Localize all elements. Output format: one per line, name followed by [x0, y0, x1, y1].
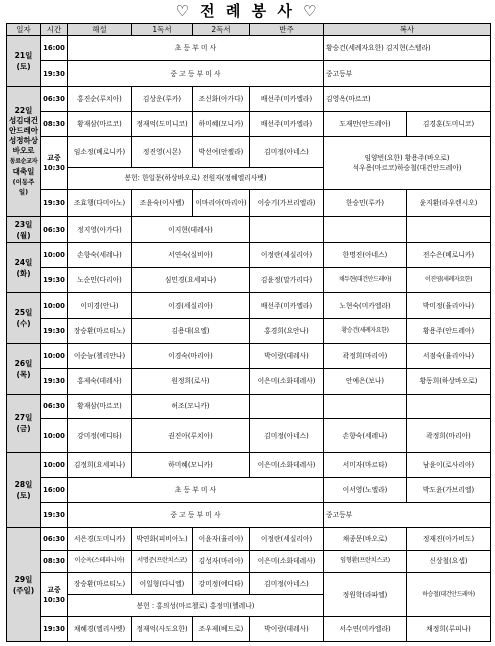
server-cell: 곽정희(마리아): [407, 418, 491, 452]
time-cell: 19:30: [41, 61, 68, 86]
accompaniment-cell: 이은미(소화데레사): [250, 453, 324, 477]
time-cell: 19:30: [41, 502, 68, 527]
server-cell: 박미정(율리아나): [407, 293, 491, 318]
day-cell: 25일 (수): [7, 293, 41, 344]
day-cell: 22일 성김대건 안드레아 성정하상 바오로 동료순교자 대축일 (이동주일): [7, 86, 41, 217]
reading2-cell: 강미정(에디타): [193, 572, 250, 594]
server-cell: 박도윤(가브리엘): [407, 477, 491, 502]
day-cell: 26일 (목): [7, 343, 41, 394]
commentary-cell: 이순늠(첼리안나): [68, 343, 132, 368]
table-row: [7, 528, 491, 550]
reading2-cell: 김성자(마리아): [193, 550, 250, 572]
table-row: [7, 617, 491, 642]
reading2-cell: 박선여(안젤라): [193, 137, 250, 167]
reading-cell: 심민경(요세피나): [132, 268, 250, 293]
reading-cell: 이경숙(마리아): [132, 343, 250, 368]
server-cell: 하승철(대건안드레아): [407, 572, 491, 617]
accompaniment-cell: 김미정(아네스): [250, 572, 324, 594]
table-row: [7, 502, 491, 527]
mass-label: 중 고 등 부 미 사: [68, 502, 324, 527]
server-cell: 손향숙(세레나): [324, 418, 407, 452]
time-cell: 19:30: [41, 369, 68, 394]
header-reading2: 2독서: [193, 24, 250, 36]
time-cell: 10:00: [41, 453, 68, 477]
server-cell: 중고등부: [324, 61, 491, 86]
table-row: [7, 572, 491, 594]
commentary-cell: 홍제숙(데레사): [68, 369, 132, 394]
server-cell: 채정희(루피나): [407, 617, 491, 642]
server-cell: 안예은(보나): [324, 369, 407, 394]
reading1-cell: 서명준(프란치스코): [132, 550, 193, 572]
reading1-cell: 조윤숙(이사벨): [132, 190, 193, 217]
server-cell: 서미자(마르타): [324, 453, 407, 477]
table-row: [7, 477, 491, 502]
table-row: [7, 268, 491, 293]
offertory-cell: 봉헌: 한일문(하상바오로) 전원자(정혜엘리사벳): [68, 167, 324, 189]
reading1-cell: 정재억(도미니코): [132, 112, 193, 137]
server-cell: 중고등부: [324, 502, 491, 527]
day-cell: 29일 (주일): [7, 528, 41, 642]
server-cell: 황용주(안드레아): [407, 318, 491, 343]
accompaniment-cell: 김미정(아네스): [250, 137, 324, 167]
empty-cell: [250, 394, 324, 418]
reading2-cell: 이마리아(마리아): [193, 190, 250, 217]
mass-label: 초 등 부 미 사: [68, 477, 324, 502]
reading-cell: 원정희(로사): [132, 369, 250, 394]
server-cell: 이서영(노엘라): [324, 477, 407, 502]
server-cell: 남윤이(로사리아): [407, 453, 491, 477]
server-cell: 김경훈(도미니코): [407, 112, 491, 137]
time-cell: 06:30: [41, 394, 68, 418]
time-cell: 10:00: [41, 418, 68, 452]
table-row: [7, 550, 491, 572]
table-row: [7, 112, 491, 137]
accompaniment-cell: 이정란(세실리아): [250, 528, 324, 550]
table-row: [7, 418, 491, 452]
reading-cell: 김용대(요엘): [132, 318, 250, 343]
accompaniment-cell: 홍경희(요안나): [250, 318, 324, 343]
table-row: [7, 217, 491, 242]
table-row: [7, 61, 491, 86]
server-cell: 김영옥(마르코): [324, 86, 491, 111]
empty-cell: [407, 217, 491, 242]
time-cell: 06:30: [41, 217, 68, 242]
server-cell: 신상철(요셉): [407, 550, 491, 572]
accompaniment-cell: 배선주(미카엘라): [250, 112, 324, 137]
day-cell: 21일 (토): [7, 36, 41, 87]
server-cell: 채두현(대건안드레아): [324, 268, 407, 293]
commentary-cell: 채혜경(엘리사벳): [68, 617, 132, 642]
day-cell: 27일 (금): [7, 394, 41, 453]
accompaniment-cell: 박이랑(데레사): [250, 343, 324, 368]
time-cell: 19:30: [41, 318, 68, 343]
server-cell: 한명진(아네스): [324, 242, 407, 267]
mass-label: 중 고 등 부 미 사: [68, 61, 324, 86]
reading1-cell: 이일형(다니엘): [132, 572, 193, 594]
day-cell: 24일 (화): [7, 242, 41, 293]
day-cell: 28일 (토): [7, 453, 41, 528]
header-altar-server: 복사: [324, 24, 491, 36]
server-cell: 정재진(아가비도): [407, 528, 491, 550]
commentary-cell: 조효행(다미아노): [68, 190, 132, 217]
commentary-cell: 황재삼(마르코): [68, 394, 132, 418]
commentary-cell: 이미경(안나): [68, 293, 132, 318]
server-cell: 전수은(베로니카): [407, 242, 491, 267]
page-title: ♡ 전 례 봉 사 ♡: [175, 2, 320, 20]
reading1-cell: 정재억(사도요한): [132, 617, 193, 642]
server-cell: 임형환(프란치스코): [324, 550, 407, 572]
accompaniment-cell: 배선주(미카엘라): [250, 293, 324, 318]
server-cell: 서점숙(율리아나): [407, 343, 491, 368]
table-row: [7, 394, 491, 418]
time-cell: 10:00: [41, 343, 68, 368]
server-cell: 노현숙(미카엘라): [324, 293, 407, 318]
server-cell: 임양빈(요한) 황용주(바오로) 석우용(마르코)하승철(대건안드레아): [324, 137, 491, 190]
accompaniment-cell: 이정란(세실리아): [250, 242, 324, 267]
reading-cell: 서연숙(실비아): [132, 242, 250, 267]
offertory-cell: 봉헌 : 홍의성(마르첼로) 홍정미(헬레나): [68, 595, 324, 617]
commentary-cell: 강미정(에디타): [68, 418, 132, 452]
server-cell: 황동희(하상바오로): [407, 369, 491, 394]
time-cell: 교중 10:30: [41, 572, 68, 617]
accompaniment-cell: 이은미(소화데레사): [250, 369, 324, 394]
server-cell: 채종문(바오로): [324, 528, 407, 550]
empty-cell: [407, 394, 491, 418]
commentary-cell: 김정희(요세피나): [68, 453, 132, 477]
server-cell: 황승건(세례자요한): [324, 318, 407, 343]
commentary-cell: 서은경(도미니카): [68, 528, 132, 550]
mass-label: 초 등 부 미 사: [68, 36, 324, 61]
commentary-cell: 손향숙(세레나): [68, 242, 132, 267]
server-cell: 황승건(세례자요한) 김지현(스텔라): [324, 36, 491, 61]
time-cell: 16:00: [41, 477, 68, 502]
table-row: [7, 137, 491, 167]
reading-cell: 허조(모니카): [132, 394, 250, 418]
commentary-cell: 황재삼(마르코): [68, 112, 132, 137]
commentary-cell: 정지영(아가다): [68, 217, 132, 242]
table-row: [7, 36, 491, 61]
empty-cell: [250, 217, 324, 242]
server-cell: 곽정희(마리아): [324, 343, 407, 368]
table-row: [7, 343, 491, 368]
reading-cell: 하미혜(모니카): [132, 453, 250, 477]
time-cell: 19:30: [41, 617, 68, 642]
reading-cell: 이경(세실리아): [132, 293, 250, 318]
commentary-cell: 홍진순(루치아): [68, 86, 132, 111]
time-cell: 10:00: [41, 293, 68, 318]
table-row: [7, 86, 491, 111]
accompaniment-cell: 김미정(아네스): [250, 418, 324, 452]
table-row: [7, 318, 491, 343]
time-cell: 16:00: [41, 36, 68, 61]
commentary-cell: 이순옥(스테파니아): [68, 550, 132, 572]
table-row: [7, 190, 491, 217]
time-cell: 10:00: [41, 242, 68, 267]
day-cell: 23일 (월): [7, 217, 41, 242]
server-cell: 서수연(미카엘라): [324, 617, 407, 642]
liturgy-schedule-table: [6, 23, 491, 642]
server-cell: 도재만(안드레아): [324, 112, 407, 137]
header-accompaniment: 반주: [250, 24, 324, 36]
reading1-cell: 김상운(루카): [132, 86, 193, 111]
commentary-cell: 장승환(마르티노): [68, 318, 132, 343]
header-date: 일자: [7, 24, 41, 36]
reading2-cell: 조우제(베드로): [193, 617, 250, 642]
reading-cell: 이지현(데레사): [132, 217, 250, 242]
commentary-cell: 임소정(베로니카): [68, 137, 132, 167]
reading2-cell: 하미혜(모니카): [193, 112, 250, 137]
empty-cell: [324, 394, 407, 418]
header-reading1: 1독서: [132, 24, 193, 36]
server-cell: 정원학(라파엘): [324, 572, 407, 617]
server-cell: 윤지환(라우렌시오): [407, 190, 491, 217]
reading1-cell: 박연화(피비아노): [132, 528, 193, 550]
commentary-cell: 노순민(다리아): [68, 268, 132, 293]
reading1-cell: 정진영(시몬): [132, 137, 193, 167]
accompaniment-cell: 김윤정(말가리다): [250, 268, 324, 293]
table-row: [7, 453, 491, 477]
header-time: 시간: [41, 24, 68, 36]
accompaniment-cell: 배선주(미카엘라): [250, 86, 324, 111]
time-cell: 19:30: [41, 190, 68, 217]
server-cell: 이진영(세례자요한): [407, 268, 491, 293]
accompaniment-cell: 이은미(소화데레사): [250, 550, 324, 572]
accompaniment-cell: 박이랑(데레사): [250, 617, 324, 642]
reading2-cell: 조신화(아가다): [193, 86, 250, 111]
reading-cell: 권진아(루치아): [132, 418, 250, 452]
reading2-cell: 이윤자(율리아): [193, 528, 250, 550]
header-row: [7, 24, 491, 36]
table-row: [7, 293, 491, 318]
header-commentary: 해설: [68, 24, 132, 36]
commentary-cell: 장승환(마르티노): [68, 572, 132, 594]
time-cell: 08:30: [41, 112, 68, 137]
table-row: [7, 369, 491, 394]
empty-cell: [324, 217, 407, 242]
time-cell: 06:30: [41, 528, 68, 550]
time-cell: 19:30: [41, 268, 68, 293]
table-row: [7, 242, 491, 267]
time-cell: 06:30: [41, 86, 68, 111]
server-cell: 한승민(루카): [324, 190, 407, 217]
time-cell: 08:30: [41, 550, 68, 572]
time-cell: 교중 10:30: [41, 137, 68, 190]
accompaniment-cell: 이승기(가브리엘라): [250, 190, 324, 217]
